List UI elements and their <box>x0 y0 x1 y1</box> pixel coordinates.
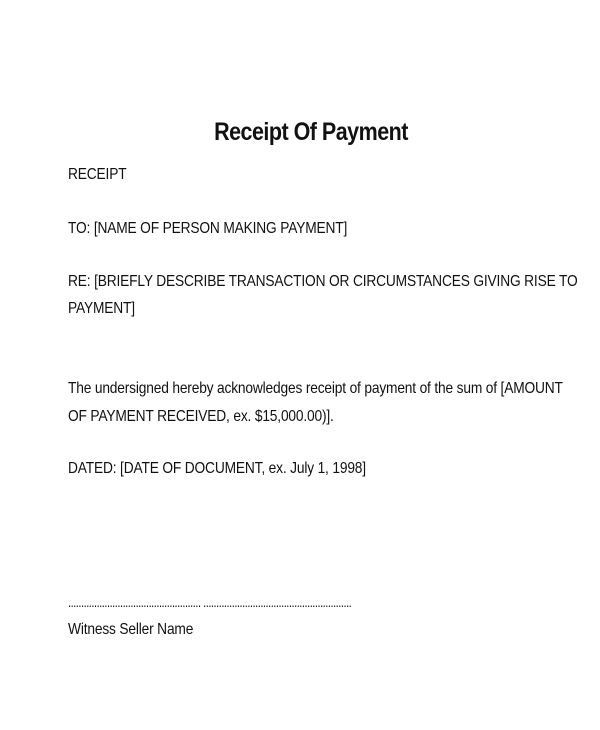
re-line-1: RE: [BRIEFLY DESCRIBE TRANSACTION OR CIRCUMSTANCES GIVING RISE TO <box>68 273 578 290</box>
dated-line: DATED: [DATE OF DOCUMENT, ex. July 1, 1998] <box>68 460 366 477</box>
acknowledgement-line-2: OF PAYMENT RECEIVED, ex. $15,000.00)]. <box>68 408 334 425</box>
acknowledgement-line-1: The undersigned hereby acknowledges receipt of payment of the sum of [AMOUNT <box>68 380 563 397</box>
receipt-heading: RECEIPT <box>68 166 127 183</box>
signature-label: Witness Seller Name <box>68 621 194 638</box>
re-line-2: PAYMENT] <box>68 300 135 317</box>
signature-dotted-line: ................................................... ......................................................... <box>68 594 352 610</box>
document-title: Receipt Of Payment <box>214 118 408 146</box>
to-line: TO: [NAME OF PERSON MAKING PAYMENT] <box>68 220 348 237</box>
